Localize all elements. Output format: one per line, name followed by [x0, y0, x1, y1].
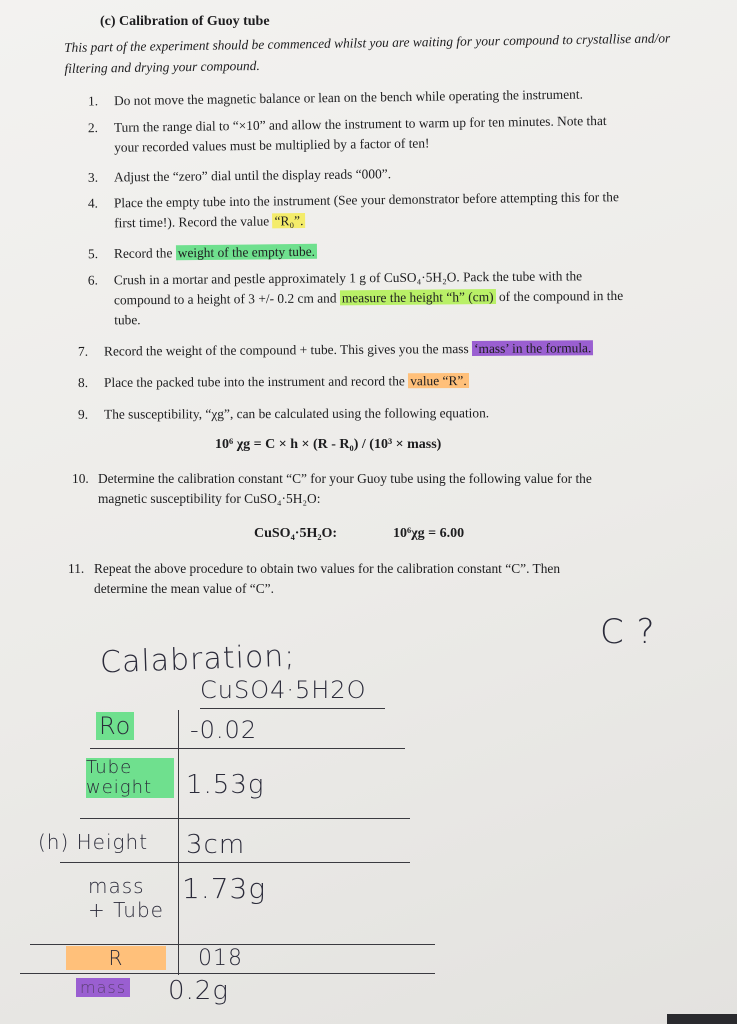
step-1: 1. Do not move the magnetic balance or lean on the bench while operating the instrument.	[87, 86, 583, 109]
hand-label-mass: mass	[76, 978, 130, 997]
hand-rule	[60, 862, 410, 863]
highlight-ro: “R₀”.	[274, 213, 304, 229]
hand-value-height: 3cm	[186, 830, 246, 860]
step-9: 9. The susceptibility, “χg”, can be calculated using the following equation.	[77, 405, 490, 422]
handwritten-compound: CuSO4·5H2O	[200, 676, 367, 704]
reference-label: CuSO₄·5H₂O:	[254, 526, 338, 541]
step-3: 3. Adjust the “zero” dial until the display reads “000”.	[87, 166, 392, 185]
step-11: 11. Repeat the above procedure to obtain two values for the calibration constant “C”. Then determine the mean value of “C”.	[68, 561, 561, 597]
hand-rule	[200, 708, 385, 709]
highlight-mass: ‘mass’ in the formula.	[473, 340, 592, 357]
step-5: 5. Record the weight of the empty tube.	[87, 243, 316, 262]
hand-rule	[80, 818, 410, 819]
step-6: 6. Crush in a mortar and pestle approximately 1 g of CuSO₄·5H₂O. Pack the tube with the compound to a height of 3 +/- 0.2 cm and measure the height “h” (cm) of the compound in the tube.	[87, 268, 624, 328]
hand-label-tube-weight: Tube weight	[86, 758, 174, 798]
step-10: 10. Determine the calibration constant “C” for your Guoy tube using the following value for the magnetic susceptibility for CuSO₄·5H₂O:	[72, 471, 592, 507]
step-2: 2. Turn the range dial to “×10” and allow the instrument to warm up for ten minutes. Note that your recorded values must be multiplied by a factor of ten!	[87, 112, 607, 155]
hand-rule	[30, 944, 435, 945]
hand-label-height: (h) Height	[38, 830, 149, 854]
step-4: 4. Place the empty tube into the instrument (See your demonstrator before attempting this for the first time!). Record the value “R₀”.	[87, 189, 619, 231]
section-heading: (c) Calibration of Guoy tube	[100, 14, 270, 29]
handwritten-c-question: C ?	[600, 612, 656, 652]
highlight-height: measure the height “h” (cm)	[341, 289, 494, 306]
highlight-r: value “R”.	[410, 372, 467, 389]
hand-label-mass-tube: mass + Tube	[88, 874, 164, 922]
step-8: 8. Place the packed tube into the instrument and record the value “R”.	[77, 372, 467, 391]
highlight-empty-tube-weight: weight of the empty tube.	[177, 243, 316, 261]
hand-rule	[20, 973, 435, 974]
susceptibility-equation: 10⁶ χg = C × h × (R - R₀) / (10³ × mass)	[215, 437, 442, 452]
intro-text: This part of the experiment should be commenced whilst you are waiting for your compound to crystallise and/or filtering and drying your compound.	[64, 30, 671, 76]
hand-value-mass-tube: 1.73g	[182, 872, 267, 905]
hand-value-ro: -0.02	[190, 716, 258, 744]
hand-value-tube-weight: 1.53g	[186, 770, 265, 800]
hand-label-ro: Ro	[96, 712, 134, 740]
reference-value: 10⁶χg = 6.00	[393, 526, 465, 541]
step-7: 7. Record the weight of the compound + tube. This gives you the mass ‘mass’ in the formula.	[77, 340, 592, 359]
hand-value-r: 018	[198, 946, 243, 971]
handwritten-title: Calabration;	[99, 638, 296, 681]
dark-corner	[667, 1014, 737, 1024]
hand-rule	[90, 748, 405, 749]
hand-value-mass: 0.2g	[168, 976, 229, 1006]
hand-table-divider	[178, 710, 179, 975]
hand-label-r: R	[66, 946, 166, 970]
